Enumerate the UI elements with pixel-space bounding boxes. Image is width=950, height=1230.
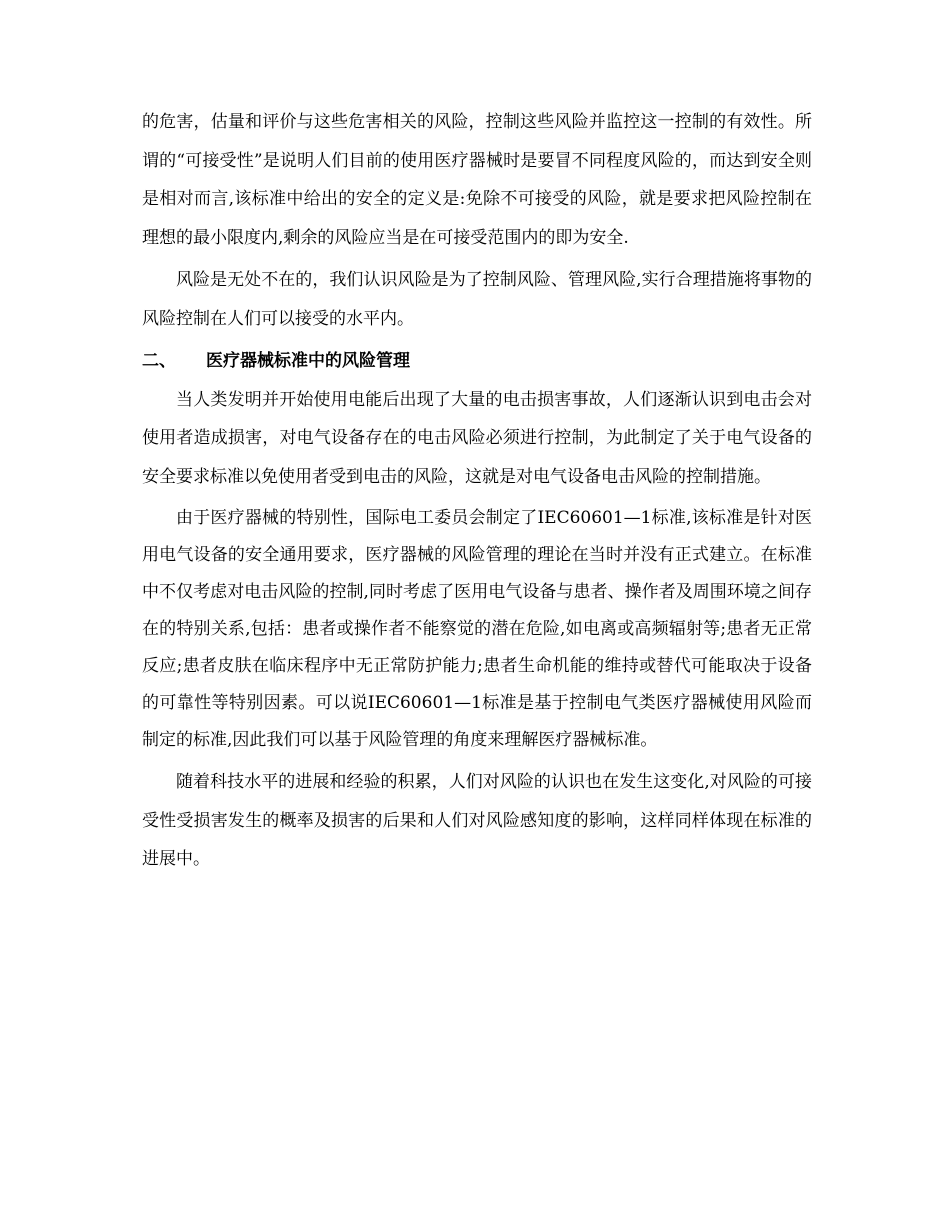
paragraph-risk-everywhere: 风险是无处不在的，我们认识风险是为了控制风险、管理风险,实行合理措施将事物的风险控制在人们可以接受的水平内。 (142, 270, 812, 329)
paragraph-technology-progress: 随着科技水平的进展和经验的积累，人们对风险的认识也在发生这变化,对风险的可接受性受损害发生的概率及损害的后果和人们对风险感知度的影响，这样同样体现在标准的进展中。 (142, 772, 812, 869)
paragraph-electric-shock: 当人类发明并开始使用电能后出现了大量的电击损害事故，人们逐渐认识到电击会对使用者造成损害，对电气设备存在的电击风险必须进行控制，为此制定了关于电气设备的安全要求标准以免使用者受到电击的风险，这就是对电气设备电击风险的控制措施。 (142, 389, 812, 487)
document-page (142, 103, 812, 883)
section-heading (142, 342, 812, 381)
section-number: 二、 (142, 351, 176, 371)
paragraph-continuation: 的危害，估量和评价与这些危害相关的风险，控制这些风险并监控这一控制的有效性。所谓的“可接受性”是说明人们目前的使用医疗器械时是要冒不同程度风险的，而达到安全则是相对而言,该标准中给出的安全的定义是:免除不可接受的风险，就是要求把风险控制在理想的最小限度内,剩余的风险应当是在可接受范围内的即为安全. (142, 112, 812, 248)
section-title: 医疗器械标准中的风险管理 (206, 351, 410, 371)
paragraph-iec60601: 由于医疗器械的特别性，国际电工委员会制定了IEC60601—1标准,该标准是针对医用电气设备的安全通用要求，医疗器械的风险管理的理论在当时并没有正式建立。在标准中不仅考虑对电击风险的控制,同时考虑了医用电气设备与患者、操作者及周围环境之间存在的特别关系,包括：患者或操作者不能察觉的潜在危险,如电离或高频辐射等;患者无正常反应;患者皮肤在临床程序中无正常防护能力;患者生命机能的维持或替代可能取决于设备的可靠性等特别因素。可以说IEC60601—1标准是基于控制电气类医疗器械使用风险而制定的标准,因此我们可以基于风险管理的角度来理解医疗器械标准。 (142, 508, 812, 750)
